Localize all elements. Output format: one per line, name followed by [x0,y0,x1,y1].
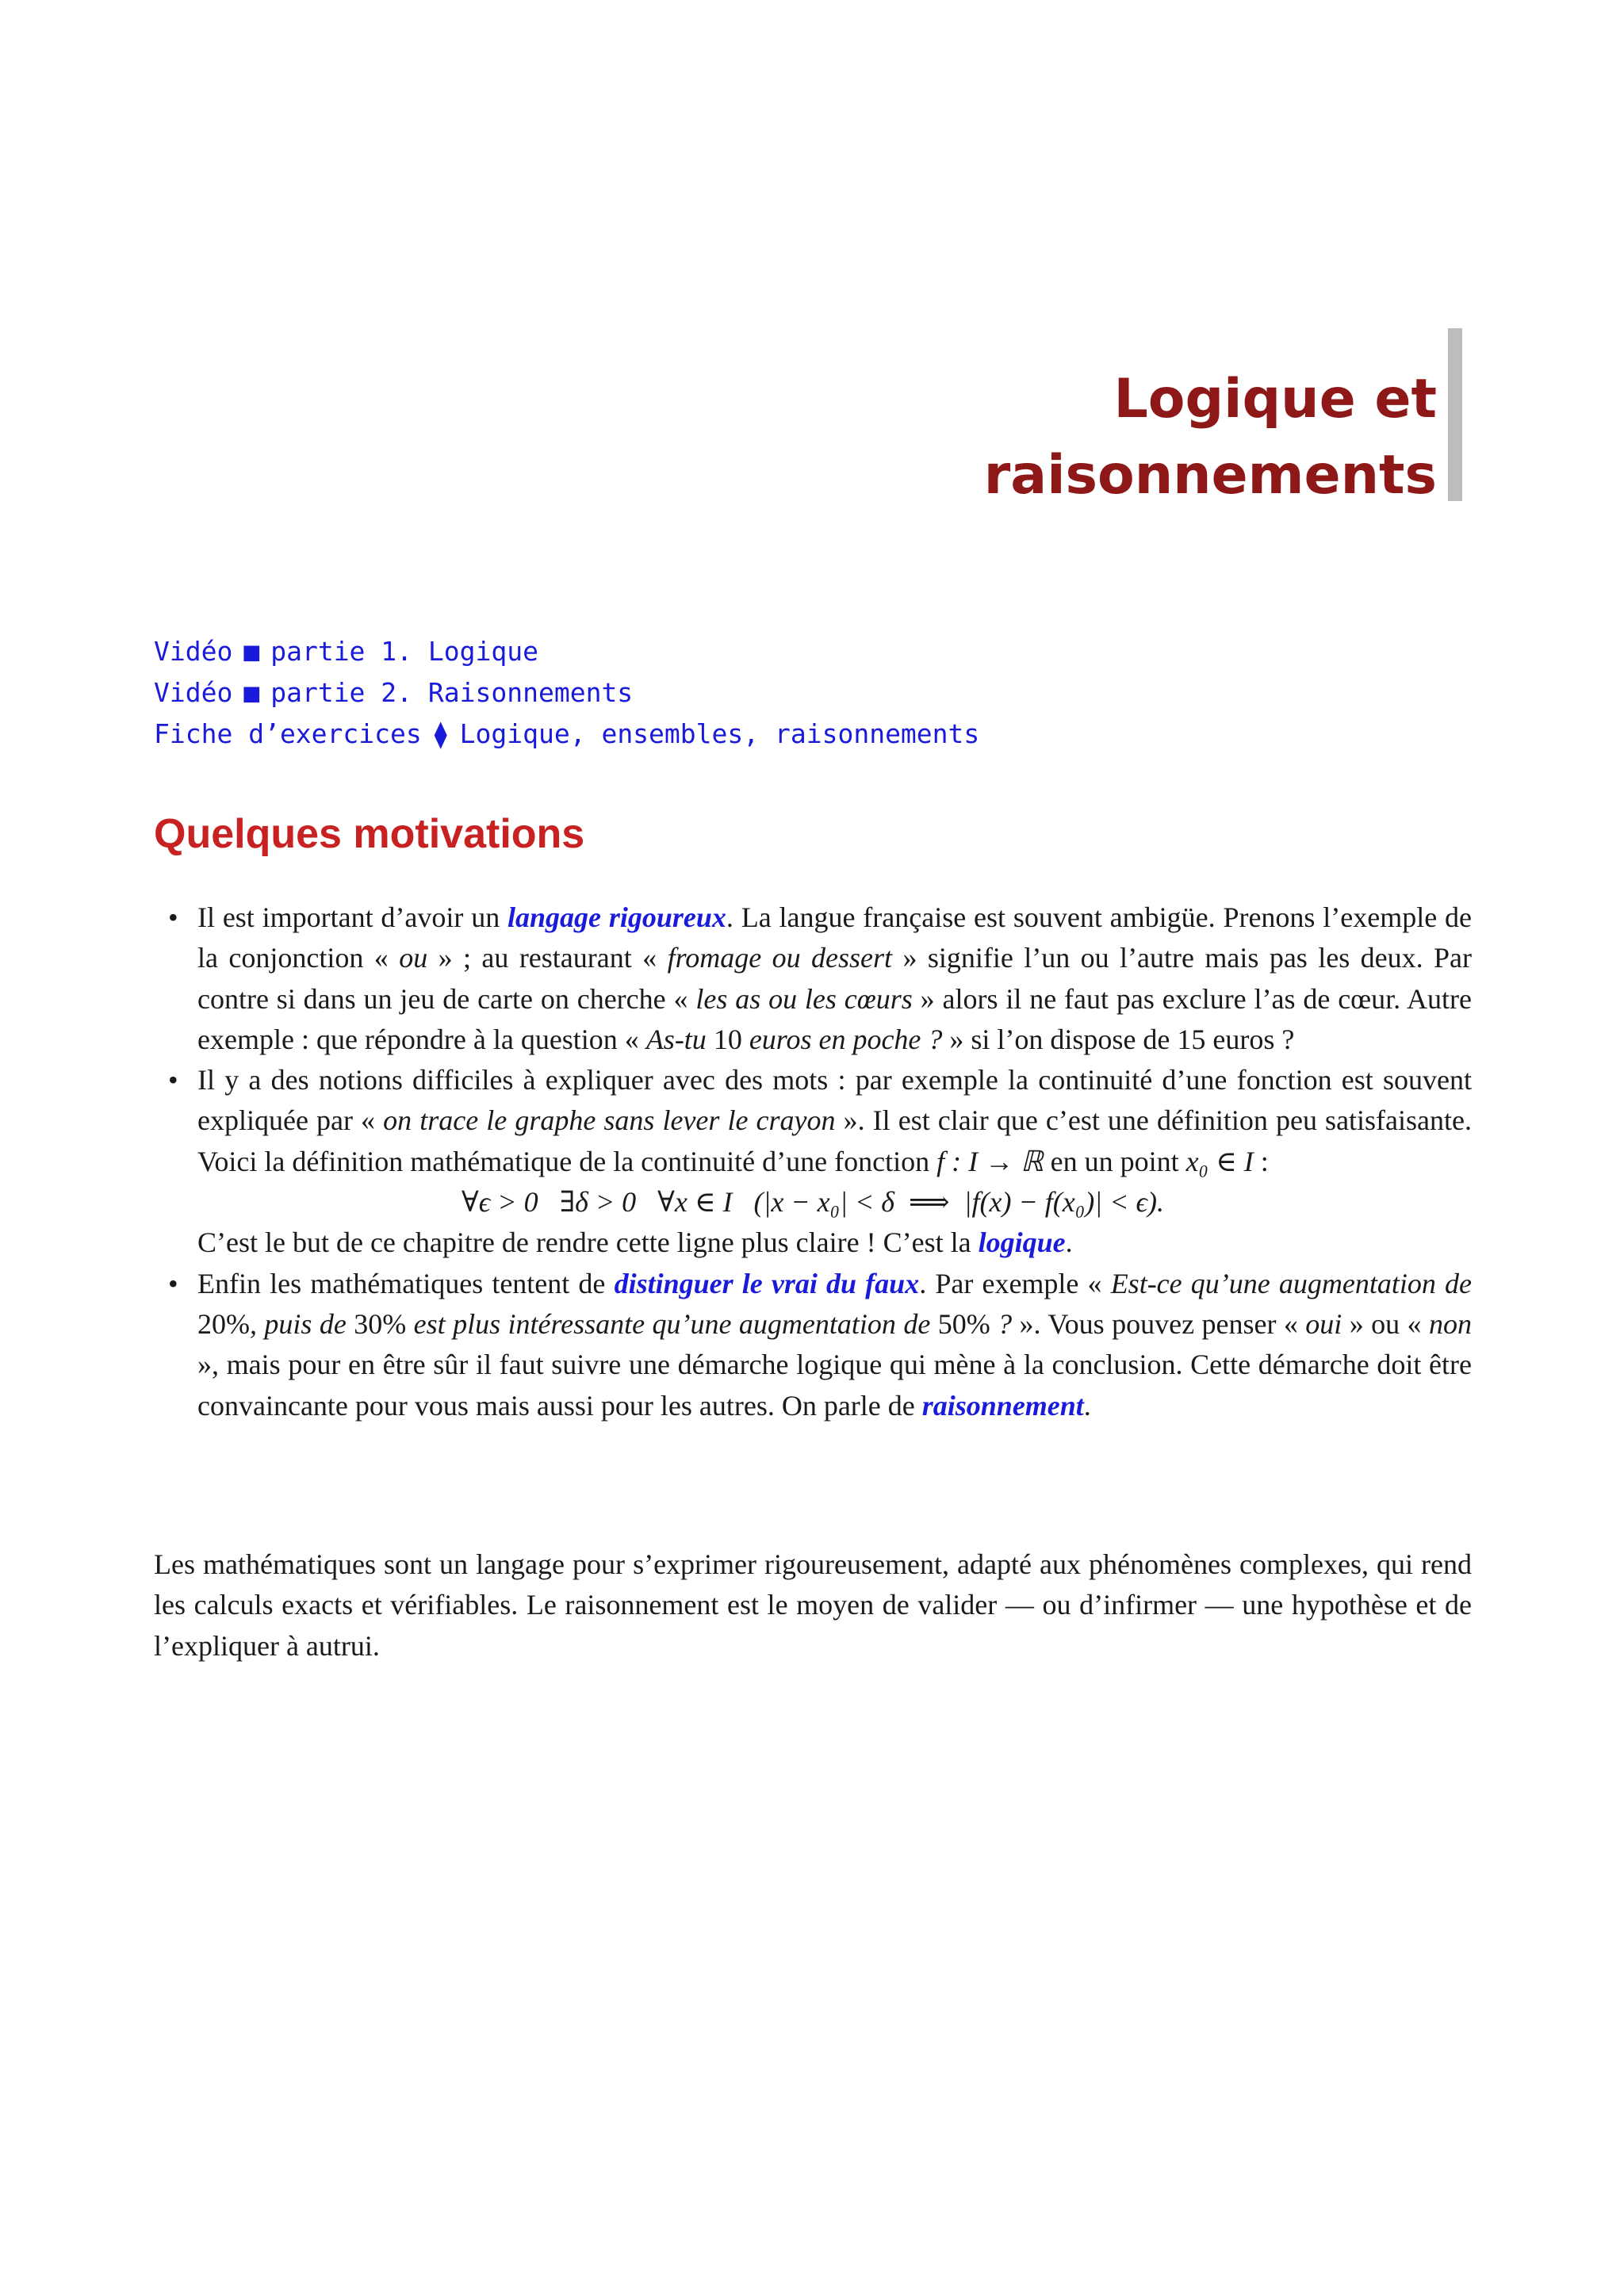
italic-run: les as ou les cœurs [695,982,913,1015]
link-prefix: Fiche d’exercices [154,718,422,749]
list-item [154,897,1472,1060]
text-run: : [1253,1145,1269,1177]
text-run: » ou « [1342,1307,1429,1340]
text-run: 20% [197,1307,250,1340]
math-inline: f : I → ℝ [936,1145,1044,1177]
keyword-link[interactable]: langage rigoureux [508,901,726,933]
text-run: en un point [1043,1145,1186,1177]
link-video-part1[interactable] [154,631,979,672]
italic-run: on trace le graphe sans lever le crayon [383,1104,836,1137]
italic-run: euros en poche ? [749,1023,943,1055]
list-item [154,1264,1472,1426]
section-title: Quelques motivations [154,811,585,857]
link-text: partie 1. Logique [270,636,538,667]
diamond-icon: ⧫ [432,718,449,749]
text-run: . La langue française est souvent ambigüe. Prenons l’exemple de la conjonction « [197,901,1472,974]
text-run: . Par exemple « [919,1267,1111,1299]
italic-run: est plus intéressante qu’une augmentation de [413,1307,931,1340]
text-run: ». Il est clair que c’est une définition peu satisfaisante. Voici la définition mathématique de la continuité d’une fonction [197,1104,1472,1177]
resource-links [154,631,979,755]
link-exercise-sheet[interactable] [154,714,979,755]
text-run: . [1065,1226,1073,1259]
italic-run: fromage ou dessert [667,942,893,974]
italic-run: ou [399,942,428,974]
link-prefix: Vidéo [154,636,233,667]
text-run: » alors il ne faut pas exclure l’as de cœur. Autre exemple : que répondre à la question « [197,982,1473,1055]
title-accent-bar [1448,328,1462,501]
italic-run: non [1428,1307,1472,1340]
list-item [154,1060,1472,1263]
keyword-link[interactable]: raisonnement [921,1389,1084,1422]
text-run: Enfin les mathématiques tentent de [197,1267,615,1299]
text-run: » si l’on dispose de 15 euros ? [942,1023,1295,1055]
chapter-title-line1: Logique et [1113,368,1437,430]
math-inline: x₀ ∈ I [1185,1145,1254,1177]
link-video-part2[interactable] [154,672,979,714]
text-run: » signifie l’un ou l’autre mais pas les deux. Par contre si dans un jeu de carte on cherche « [197,942,1472,1015]
text-run: ». Vous pouvez penser « [1012,1307,1306,1340]
italic-run: ? [998,1307,1013,1340]
square-icon: ■ [243,677,260,708]
text-run: 50% [930,1307,998,1340]
text-run: 30% [346,1307,414,1340]
text-run: », mais pour en être sûr il faut suivre une démarche logique qui mène à la conclusion. Cette démarche doit être convaincante pour vous mais aussi pour les autres. On parle de [197,1349,1472,1422]
text-run: . [1083,1389,1091,1422]
italic-run: As-tu [645,1023,707,1055]
italic-run: Est-ce qu’une augmentation de [1110,1267,1472,1299]
chapter-title [984,362,1437,514]
continuity-formula: ∀ϵ > 0 ∃δ > 0 ∀x ∈ I (|x − x₀| < δ ⟹ |f(x) − f(x₀)| < ϵ). [462,1186,1164,1219]
text-run: » ; au restaurant « [427,942,668,974]
text-run: 10 [706,1023,749,1055]
text-run: C’est le but de ce chapitre de rendre cette ligne plus claire ! C’est la [197,1226,979,1259]
conclusion-paragraph: Les mathématiques sont un langage pour s’exprimer rigoureusement, adapté aux phénomènes complexes, qui rend les calculs exacts et vérifiables. Le raisonnement est le moyen de valider — ou d’infirmer — une hypothèse et de l’expliquer à autrui. [154,1548,1472,1662]
link-text: Logique, ensembles, raisonnements [459,718,980,749]
text-run: Il y a des notions difficiles à expliquer avec des mots : par exemple la continuité d’une fonction est souvent expliquée par « [197,1064,1472,1137]
keyword-link[interactable]: logique [978,1226,1066,1259]
motivations-list [154,897,1472,1426]
italic-run: , puis de [250,1307,347,1340]
link-prefix: Vidéo [154,677,233,708]
text-run: Il est important d’avoir un [197,901,508,933]
italic-run: oui [1305,1307,1342,1340]
link-text: partie 2. Raisonnements [270,677,634,708]
chapter-title-line2: raisonnements [983,444,1437,507]
square-icon: ■ [243,636,260,667]
keyword-link[interactable]: distinguer le vrai du faux [614,1267,920,1299]
